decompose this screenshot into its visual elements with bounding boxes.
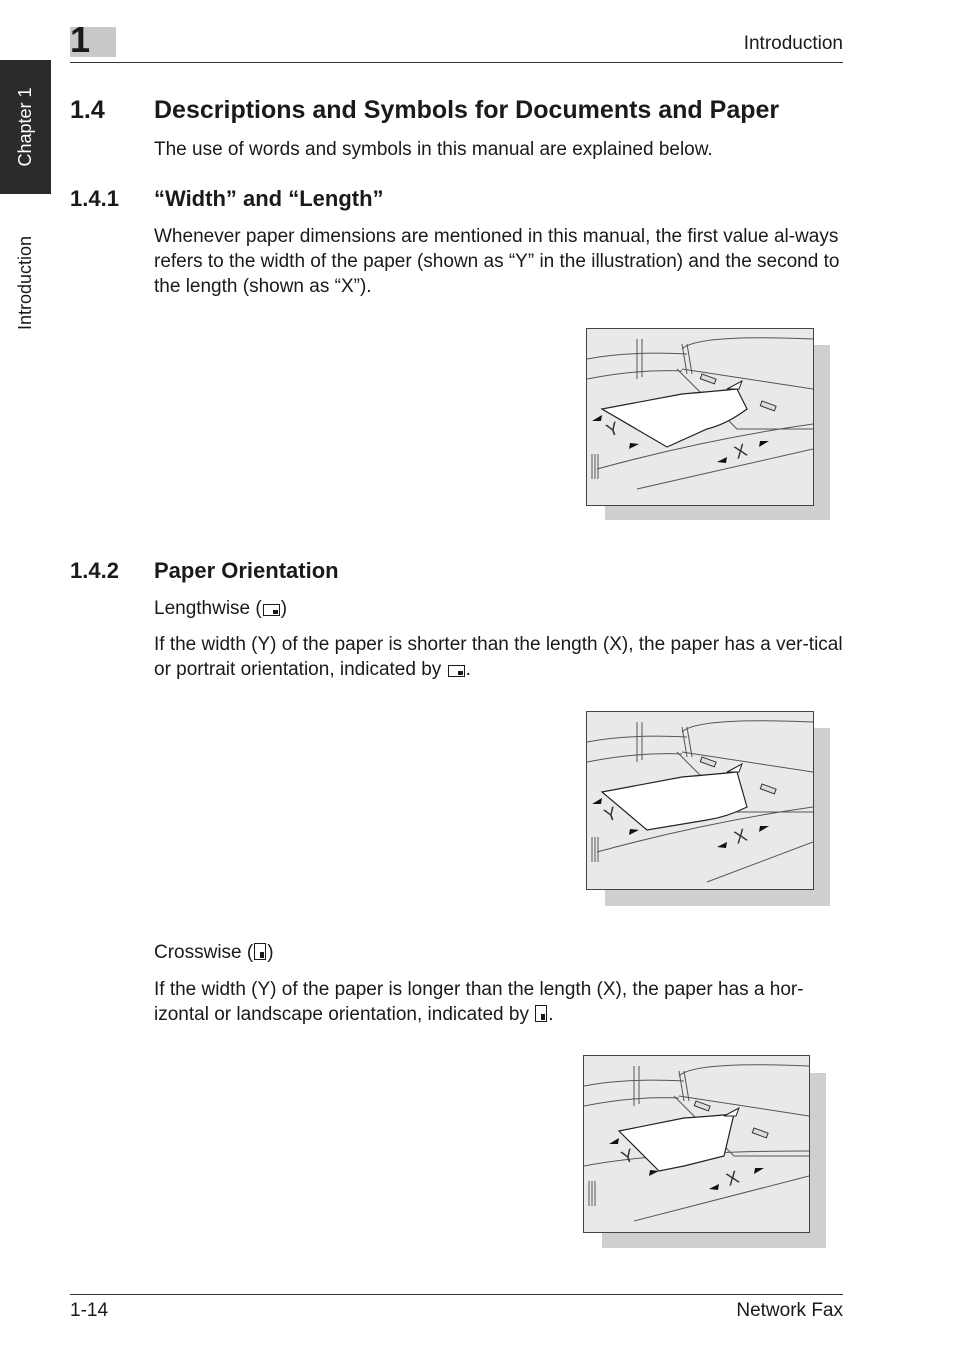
lengthwise-orientation-icon-inline xyxy=(448,665,465,677)
section-title: Descriptions and Symbols for Documents and Paper xyxy=(154,96,780,124)
lengthwise-figure xyxy=(586,711,814,890)
y-dimension-label: Y xyxy=(618,1144,637,1168)
product-name: Network Fax xyxy=(736,1300,843,1321)
section-tab-label: Introduction xyxy=(15,235,35,331)
chapter-number: 1 xyxy=(70,19,91,60)
crosswise-orientation-icon xyxy=(254,943,266,960)
footer-divider xyxy=(70,1294,843,1295)
crosswise-paragraph-end: . xyxy=(548,1004,554,1025)
crosswise-label-close: ) xyxy=(267,942,274,963)
paper-dimensions-figure xyxy=(586,328,814,506)
crosswise-orientation-icon-inline xyxy=(535,1005,547,1022)
crosswise-label-text: Crosswise ( xyxy=(154,942,254,963)
lengthwise-paragraph-end: . xyxy=(465,659,471,680)
crosswise-paragraph xyxy=(154,977,844,1027)
scanner-glass-illustration xyxy=(587,712,813,889)
lengthwise-label xyxy=(154,596,844,621)
x-dimension-label: X xyxy=(731,439,750,463)
lengthwise-orientation-icon xyxy=(263,604,280,616)
page-number: 1-14 xyxy=(70,1300,109,1321)
x-dimension-label: X xyxy=(723,1166,742,1190)
lengthwise-label-text: Lengthwise ( xyxy=(154,598,262,619)
subsection-title-paper-orientation: Paper Orientation xyxy=(154,558,339,583)
subsection-number-paper-orientation: 1.4.2 xyxy=(70,558,119,583)
crosswise-label xyxy=(154,940,844,965)
running-header-title: Introduction xyxy=(743,33,843,54)
chapter-tab-label: Chapter 1 xyxy=(15,87,35,167)
section-intro: The use of words and symbols in this manual are explained below. xyxy=(154,139,713,160)
lengthwise-paragraph-text: If the width (Y) of the paper is shorter than the length (X), the paper has a ver-tical or portrait orientation, indicated by xyxy=(154,634,843,680)
crosswise-paragraph-text: If the width (Y) of the paper is longer than the length (X), the paper has a hor-izontal or landscape orientation, indicated by xyxy=(154,979,804,1025)
y-dimension-label: Y xyxy=(601,802,620,826)
x-dimension-label: X xyxy=(731,824,750,848)
subsection-number-width-length: 1.4.1 xyxy=(70,186,119,211)
crosswise-figure xyxy=(583,1055,810,1233)
width-length-paragraph: Whenever paper dimensions are mentioned in this manual, the first value al-ways refers to the width of the paper (shown as “Y” in the illustration) and the second to the length (shown as “X”). xyxy=(154,226,840,297)
section-number: 1.4 xyxy=(70,96,105,124)
lengthwise-label-close: ) xyxy=(280,598,288,619)
header-divider xyxy=(70,62,843,63)
lengthwise-paragraph xyxy=(154,632,844,682)
y-dimension-label: Y xyxy=(603,417,622,441)
subsection-title-width-length: “Width” and “Length” xyxy=(154,186,384,211)
scanner-glass-illustration xyxy=(587,329,813,505)
scanner-glass-illustration xyxy=(584,1056,809,1232)
